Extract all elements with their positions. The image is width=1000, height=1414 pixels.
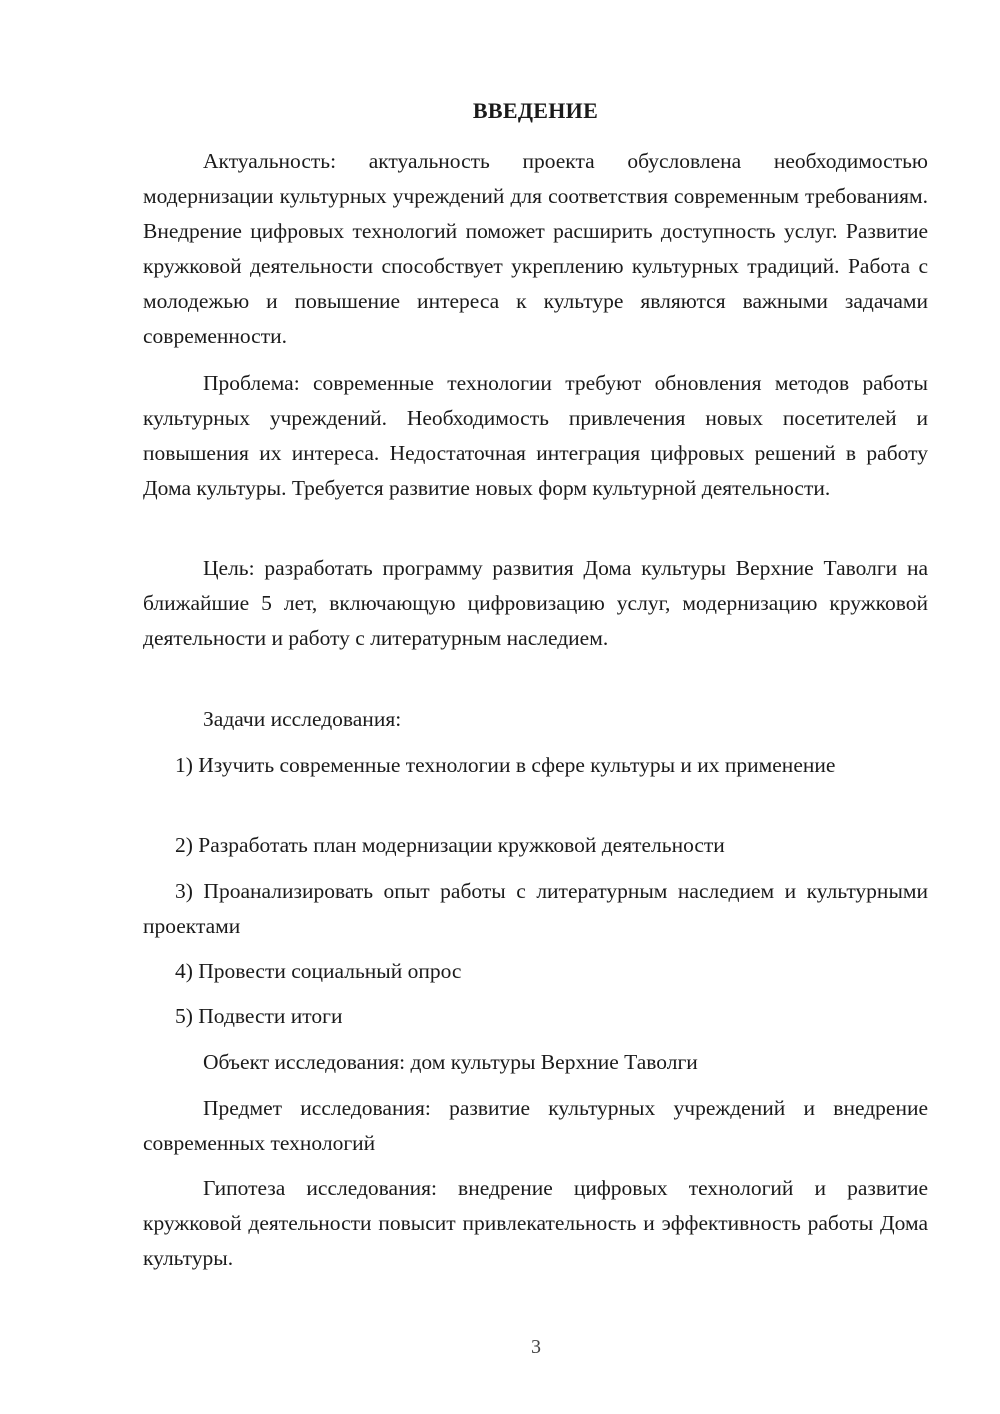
relevance-paragraph: Актуальность: актуальность проекта обусловлена необходимостью модернизации культурных учреждений для соответствия современным требованиям. Внедрение цифровых технологий поможет расширить доступность услуг. Развитие кружковой деятельности способствует укреплению культурных традиций. Работа с молодежью и повышение интереса к культуре являются важными задачами современности. <box>143 149 928 348</box>
subject-paragraph: Предмет исследования: развитие культурных учреждений и внедрение современных технологий <box>143 1096 928 1155</box>
hypothesis-paragraph: Гипотеза исследования: внедрение цифровых технологий и развитие кружковой деятельности повысит привлекательность и эффективность работы Дома культуры. <box>143 1176 928 1270</box>
page-title: ВВЕДЕНИЕ <box>472 98 599 123</box>
object-paragraph: Объект исследования: дом культуры Верхние Таволги <box>203 1050 698 1074</box>
tasks-heading: Задачи исследования: <box>203 707 402 731</box>
task-item: 4) Провести социальный опрос <box>175 959 462 983</box>
task-item: 1) Изучить современные технологии в сфере культуры и их применение <box>175 753 836 777</box>
task-item: 3) Проанализировать опыт работы с литературным наследием и культурными проектами <box>143 879 928 938</box>
problem-paragraph: Проблема: современные технологии требуют обновления методов работы культурных учреждений. Необходимость привлечения новых посетителей и повышения их интереса. Недостаточная интеграция цифровых решений в работу Дома культуры. Требуется развитие новых форм культурной деятельности. <box>143 371 928 500</box>
task-item: 5) Подвести итоги <box>175 1004 343 1028</box>
goal-paragraph: Цель: разработать программу развития Дома культуры Верхние Таволги на ближайшие 5 лет, включающую цифровизацию услуг, модернизацию кружковой деятельности и работу с литературным наследием. <box>143 556 928 650</box>
task-item: 2) Разработать план модернизации кружковой деятельности <box>175 833 725 857</box>
page-number: 3 <box>531 1336 541 1358</box>
